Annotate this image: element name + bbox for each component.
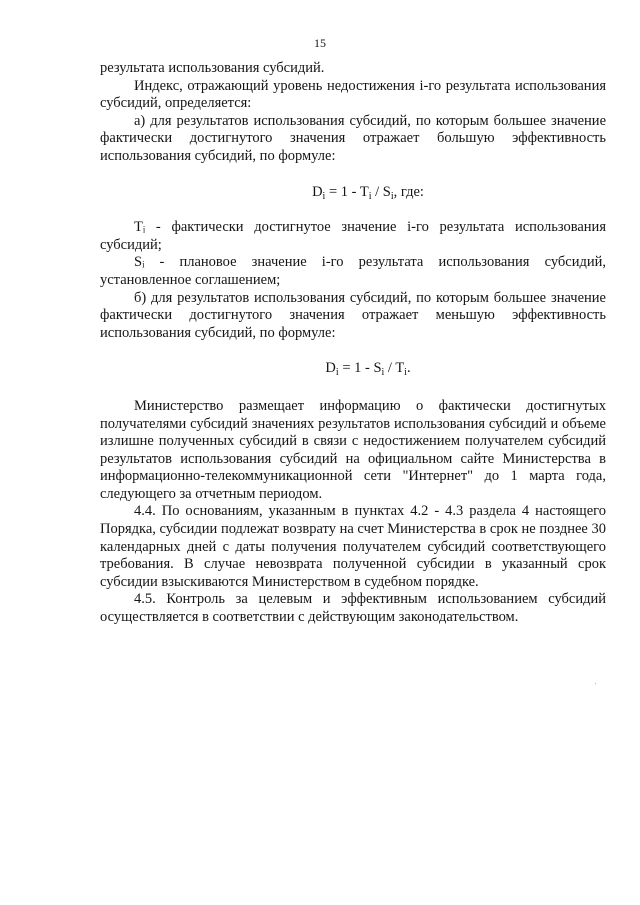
paragraph-case-a: а) для результатов использования субсидий, по которым большее значение фактически достигнутого значения отражает большую эффективность использования субсидий, по формуле: — [100, 112, 606, 164]
formula-2-tail: . — [406, 360, 411, 377]
paragraph-4-5: 4.5. Контроль за целевым и эффективным использованием субсидий осуществляется в соответствии с действующим законодательством. — [100, 591, 606, 626]
paragraph-ministry-info: Министерство размещает информацию о фактически достигнутых получателями субсидий значениях результатов использования субсидий и объеме излишне полученных субсидий в связи с недостижением получателем субсидий результатов использования субсидий на официальном сайте Министерства в информационно-телекоммуникационной сети "Интернет" до 1 марта года, следующего за отчетным периодом. — [100, 397, 606, 502]
formula-2-s-sub: i — [381, 367, 385, 379]
formula-2 — [100, 360, 606, 378]
formula-1-t-sub: i — [368, 190, 372, 202]
paragraph-s-definition: Sᵢ - плановое значение i-го результата использования субсидий, установленное соглашением; — [100, 254, 606, 288]
formula-1 — [100, 184, 606, 202]
formula-2-slash: / T — [384, 360, 405, 377]
paragraph-case-b: б) для результатов использования субсидий, по которым большее значение фактически достигнутого значения отражает меньшую эффективность использования субсидий, по формуле: — [100, 289, 606, 341]
formula-1-lhs-sub: i — [322, 190, 326, 202]
paragraph-index-definition: Индекс, отражающий уровень недостижения i-го результата использования субсидий, определяется: — [100, 77, 606, 112]
formula-1-tail: , где: — [393, 183, 424, 200]
formula-1-middle: = 1 - T — [325, 183, 369, 200]
paragraph-t-definition: Tᵢ - фактически достигнутое значение i-го результата использования субсидий; — [100, 219, 606, 253]
document-body — [100, 60, 606, 627]
paragraph-4-4: 4.4. По основаниям, указанным в пунктах 4.2 - 4.3 раздела 4 настоящего Порядка, субсидии подлежат возврату на счет Министерства в срок не позднее 30 календарных дней с даты получения получателем субсидий соответствующего требования. В случае невозврата полученной субсидии в указанный срок субсидии взыскиваются Министерством в судебном порядке. — [100, 503, 606, 590]
scan-dot — [595, 683, 596, 684]
paragraph-continuation: результата использования субсидий. — [100, 60, 325, 76]
formula-1-s-sub: i — [390, 190, 394, 202]
formula-2-middle: = 1 - S — [338, 360, 382, 377]
formula-2-lhs-sub: i — [335, 367, 339, 379]
page-number: 15 — [314, 36, 326, 50]
formula-2-lhs: D — [325, 360, 336, 377]
formula-2-t-sub: i — [404, 367, 407, 379]
formula-1-slash: / S — [371, 183, 391, 200]
formula-1-lhs: D — [312, 183, 323, 200]
